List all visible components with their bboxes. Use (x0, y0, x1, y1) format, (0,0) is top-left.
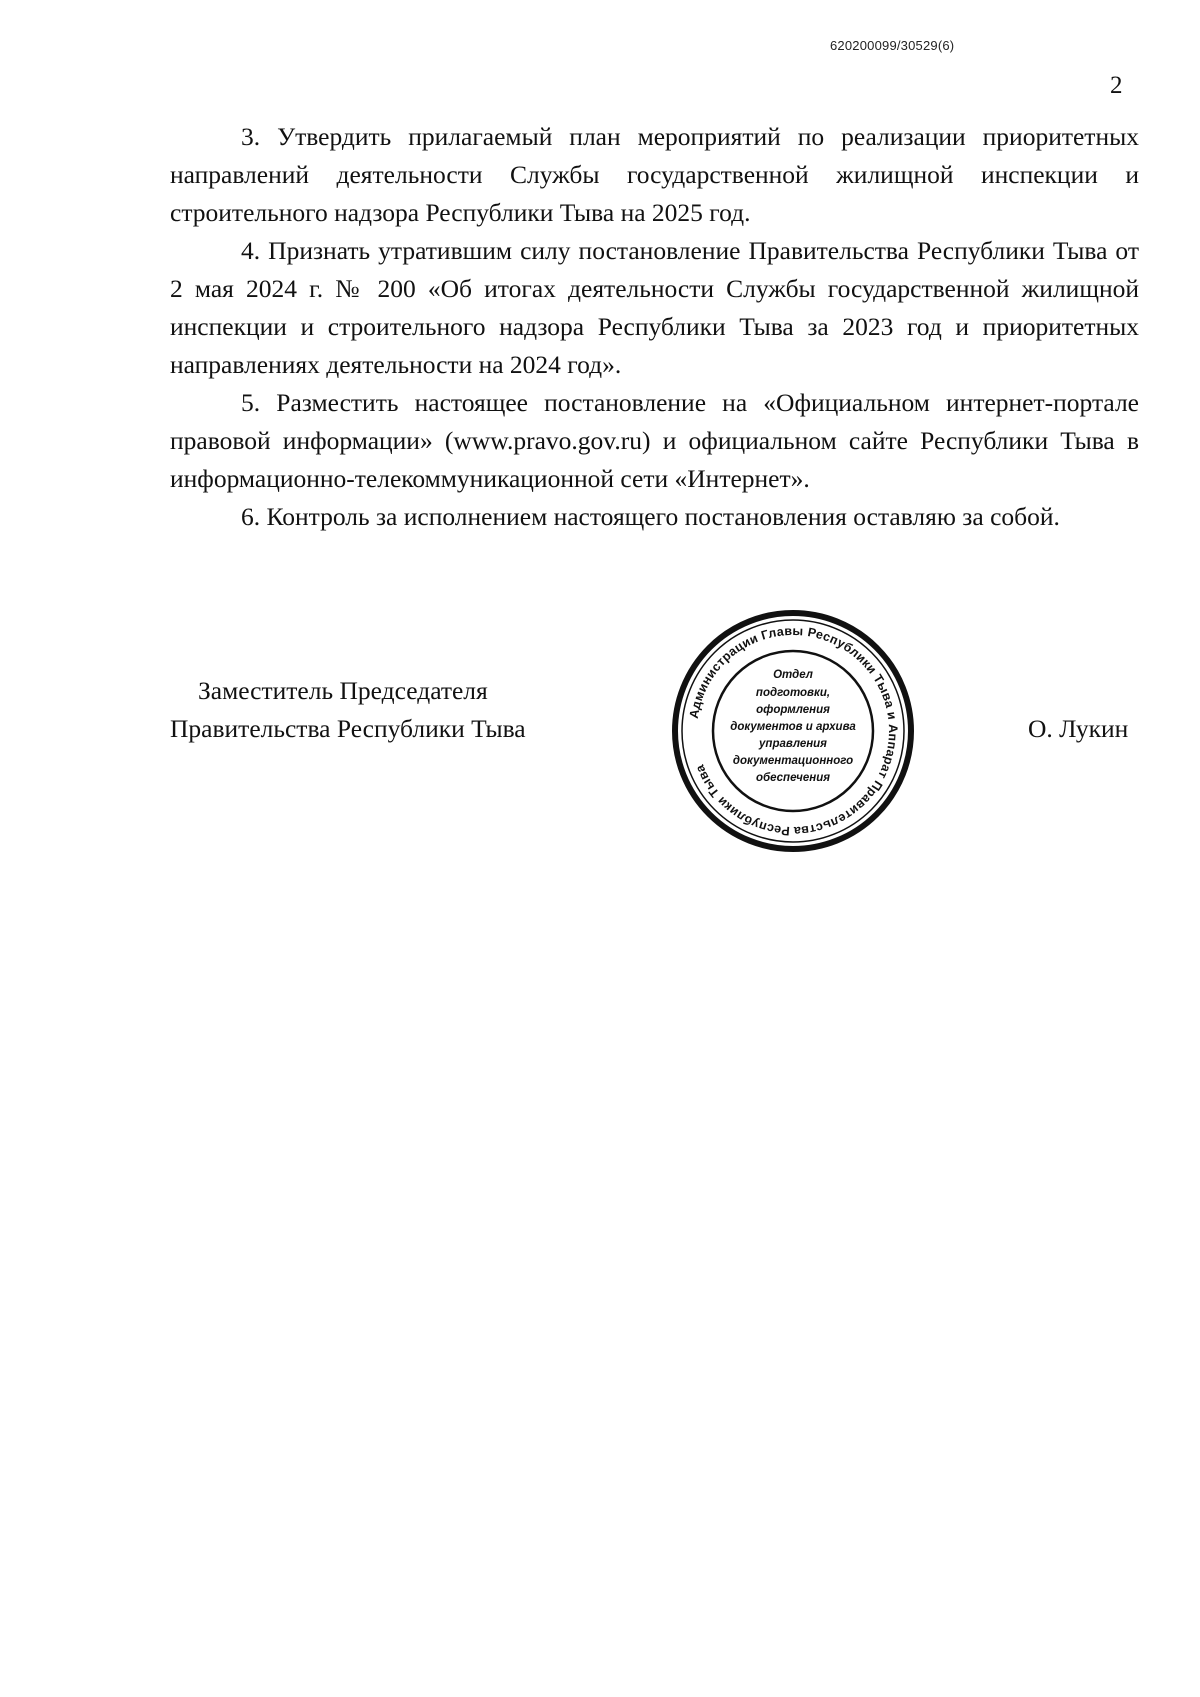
seal-inner-line-4: документов и архива (730, 721, 856, 733)
seal-inner-line-2: подготовки, (755, 687, 831, 699)
paragraph-3: 3. Утвердить прилагаемый план мероприятий по реализации приоритетных направлений деятельности Службы государственной жилищной инспекции и строительного надзора Республики Тыва на 2025 год. (170, 122, 1139, 227)
seal-inner-line-6: документационного (732, 755, 854, 767)
paragraph-5: 5. Разместить настоящее постановление на «Официальном интернет-портале правовой информации» (www.pravo.gov.ru) и официальном сайте Республики Тыва в информационно-телекоммуникационной сети «Интернет». (170, 388, 1139, 493)
signatory-title-line-1: Заместитель Председателя (198, 676, 488, 705)
signatory-name: О. Лукин (1028, 714, 1129, 743)
seal-inner-line-7: обеспечения (755, 772, 831, 784)
seal-inner-line-5: управления (759, 738, 827, 750)
paragraph-6: 6. Контроль за исполнением настоящего постановления оставляю за собой. (241, 502, 1060, 531)
seal-inner-line-1: Отдел (773, 669, 813, 681)
signatory-title-line-2: Правительства Республики Тыва (170, 714, 526, 743)
seal-outer-text: Администрации Главы Республики Тыва и Аппарат Правительства Республики Тыва (686, 623, 901, 839)
seal-inner-line-3: оформления (756, 704, 830, 716)
document-id: 620200099/30529(6) (830, 38, 955, 53)
signatory-title (170, 672, 526, 748)
page-number: 2 (1110, 72, 1123, 99)
seal-graphic (668, 606, 918, 856)
document-body (170, 118, 1139, 536)
official-seal (668, 606, 918, 856)
paragraph-4: 4. Признать утратившим силу постановление Правительства Республики Тыва от 2 мая 2024 г. № 200 «Об итогах деятельности Службы государственной жилищной инспекции и строительного надзора Республики Тыва за 2023 год и приоритетных направлениях деятельности на 2024 год». (170, 236, 1139, 379)
